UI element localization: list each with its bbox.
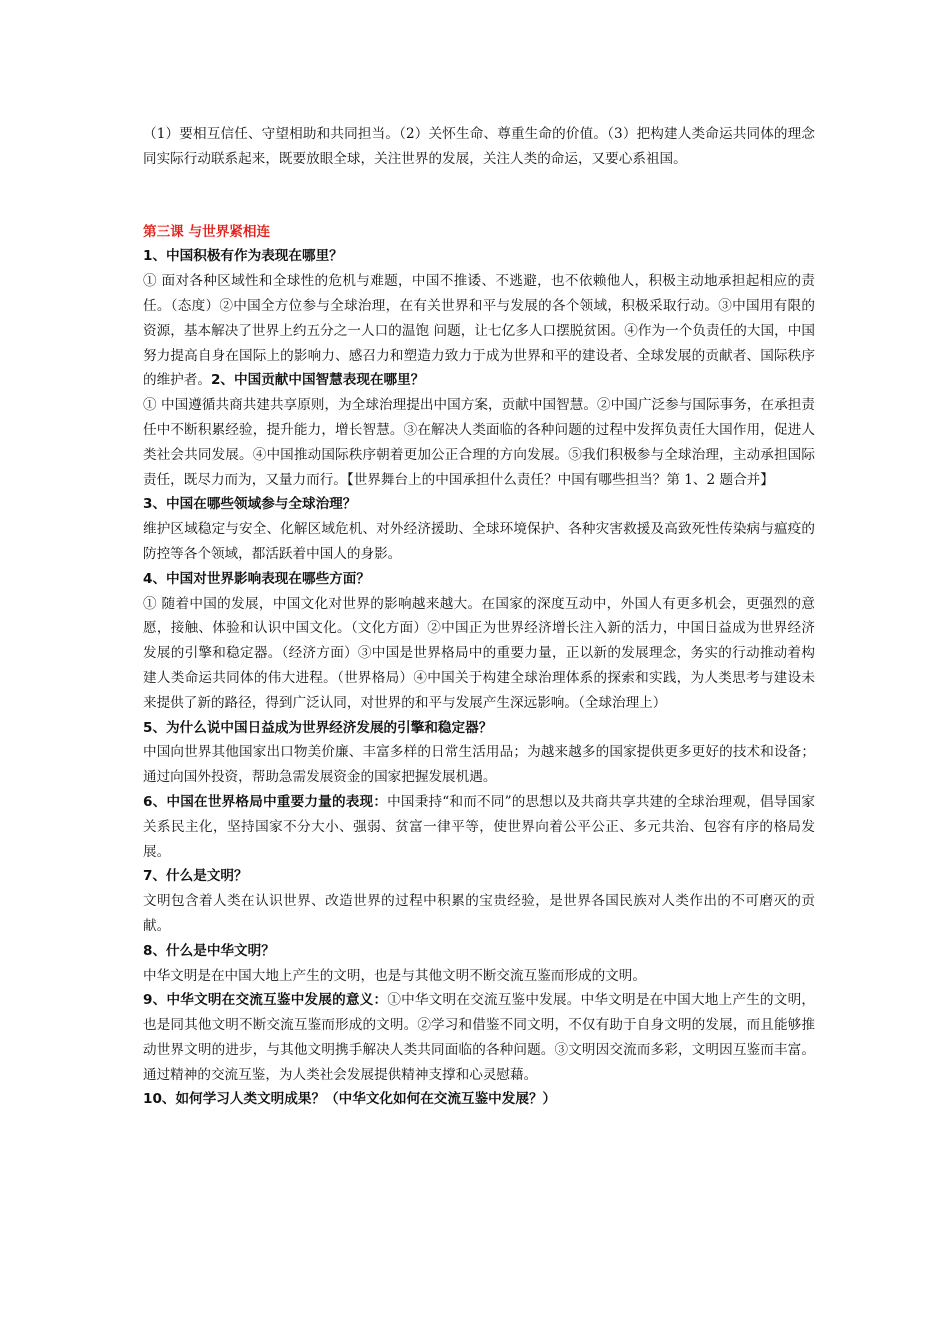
question-9-title: 9、中华文明在交流互鉴中发展的意义： — [143, 992, 388, 1009]
question-3-title: 3、中国在哪些领域参与全球治理？ — [143, 496, 357, 513]
question-5-answer: 中国向世界其他国家出口物美价廉、丰富多样的日常生活用品；为越来越多的国家提供更多更好的技术和设备；通过向国外投资，帮助急需发展资金的国家把握发展机遇。 — [143, 744, 815, 786]
question-4-answer: ① 随着中国的发展，中国文化对世界的影响越来越大。在国家的深度互动中，外国人有更多机会，更强烈的意愿，接触、体验和认识中国文化。（文化方面）②中国正为世界经济增长注入新的活力，中国日益成为世界经济发展的引擎和稳定器。（经济方面）③中国是世界格局中的重要力量，正以新的发展理念，务实的行动推动着构建人类命运共同体的伟大进程。（世界格局）④中国关于构建全球治理体系的探索和实践，为人类思考与建设未来提供了新的路径，得到广泛认同，对世界的和平与发展产生深远影响。（全球治理上） — [143, 595, 815, 711]
question-6-body: 中国秉持“和而不同”的思想以及共商共享共建的全球治理观，倡导国家关系民主化，坚持国家不分大小、强弱、贫富一律平等，使世界向着公平公正、多元共治、包容有序的格局发展。 — [143, 793, 815, 860]
question-9-answer — [143, 988, 815, 1087]
question-3-answer: 维护区域稳定与安全、化解区域危机、对外经济援助、全球环境保护、各种灾害救援及高致死性传染病与瘟疫的防控等各个领域，都活跃着中国人的身影。 — [143, 521, 815, 562]
question-10-title: 10、如何学习人类文明成果？（中华文化如何在交流互鉴中发展？） — [143, 1091, 557, 1108]
question-8-answer: 中华文明是在中国大地上产生的文明，也是与其他文明不断交流互鉴而形成的文明。 — [143, 967, 646, 984]
question-1-answer — [143, 269, 815, 393]
question-6-title: 6、中国在世界格局中重要力量的表现： — [143, 793, 388, 810]
document-page — [143, 122, 815, 1112]
question-4-title: 4、中国对世界影响表现在哪些方面？ — [143, 570, 370, 587]
question-9-body: ①中华文明在交流互鉴中发展。中华文明是在中国大地上产生的文明，也是同其他文明不断交流互鉴而形成的文明。②学习和借鉴不同文明，不仅有助于自身文明的发展，而且能够推动世界文明的进步，与其他文明携手解决人类共同面临的各种问题。③文明因交流而多彩，文明因互鉴而丰富。通过精神的交流互鉴，为人类社会发展提供精神支撑和心灵慰藉。 — [143, 992, 816, 1083]
question-2-answer: ① 中国遵循共商共建共享原则，为全球治理提出中国方案，贡献中国智慧。②中国广泛参与国际事务，在承担责任中不断积累经验，提升能力，增长智慧。③在解决人类面临的各种问题的过程中发挥负责任大国作用，促进人类社会共同发展。④中国推动国际秩序朝着更加公正合理的方向发展。⑤我们积极参与全球治理，主动承担国际责任，既尽力而为，又量力而行。【世界舞台上的中国承担什么责任？中国有哪些担当？第 1、2 题合并】 — [143, 397, 815, 488]
lesson-title: 第三课 与世界紧相连 — [143, 223, 271, 240]
question-7-answer: 文明包含着人类在认识世界、改造世界的过程中积累的宝贵经验，是世界各国民族对人类作出的不可磨灭的贡献。 — [143, 893, 815, 934]
question-1-title: 1、中国积极有作为表现在哪里？ — [143, 248, 343, 265]
question-2-title: 2、中国贡献中国智慧表现在哪里？ — [210, 372, 425, 389]
question-8-title: 8、什么是中华文明？ — [143, 942, 275, 959]
question-7-title: 7、什么是文明？ — [143, 868, 248, 885]
question-6-answer — [143, 790, 815, 864]
question-5-title: 5、为什么说中国日益成为世界经济发展的引擎和稳定器？ — [143, 719, 493, 736]
question-1-body: ① 面对各种区域性和全球性的危机与难题，中国不推诿、不逃避，也不依赖他人，积极主动地承担起相应的责任。（态度）②中国全方位参与全球治理，在有关世界和平与发展的各个领域，积极采取行动。③中国用有限的资源，基本解决了世界上约五分之一人口的温饱 问题，让七亿多人口摆脱贫困。④作为一个负责任的大国，中国努力提高自身在国际上的影响力、感召力和塑造力致力于成为世界和平的建设者、全球发展的贡献者、国际秩序的维护者。 — [143, 273, 815, 389]
intro-paragraph: （1）要相互信任、守望相助和共同担当。（2）关怀生命、尊重生命的价值。（3）把构建人类命运共同体的理念同实际行动联系起来，既要放眼全球，关注世界的发展，关注人类的命运，又要心系祖国。 — [143, 126, 815, 167]
